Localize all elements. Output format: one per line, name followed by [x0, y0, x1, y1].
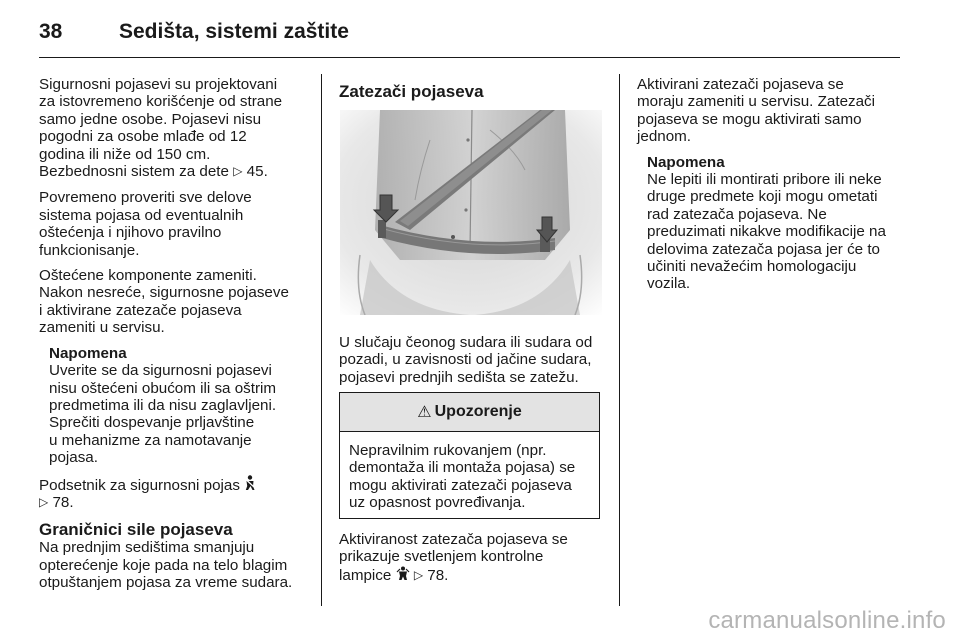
seatbelt-reminder-icon: [244, 475, 256, 494]
indicator-paragraph: Aktiviranost zatezača pojaseva se prikazuje svetlenjem kontrolne lampice ▷ 78.: [339, 531, 568, 584]
pretensioner-warning-lamp-icon: [396, 566, 410, 584]
column-divider-1: [321, 74, 322, 606]
watermark: carmanualsonline.info: [708, 607, 946, 634]
column-2: [339, 78, 611, 102]
note-block-2: Napomena Ne lepiti ili montirati pribore ili neke druge predmete koji mogu ometati rad zatezača pojaseva. Ne preduzimati nikakve modifikacije na delovima zatezača pojasa jer će to učiniti nevažećim homologaciju vozila.: [647, 154, 912, 293]
note-block: Napomena Uverite se da sigurnosni pojasevi nisu oštećeni obućom ili sa oštrim predmetima ili da nisu zaglavljeni. Sprečiti dospevanje prljavštine u mehanizme za namotavanje pojasa.: [49, 345, 314, 467]
warning-triangle-icon: ⚠: [417, 404, 432, 421]
section-heading-limiters: Graničnici sile pojaseva: [39, 520, 233, 540]
section-heading-pretensioners: Zatezači pojaseva: [339, 82, 484, 101]
page-ref-icon: ▷: [413, 567, 424, 582]
column-3: [637, 76, 912, 301]
page-ref-icon: ▷: [233, 164, 243, 179]
page-ref-link[interactable]: 78.: [427, 566, 449, 584]
replacement-paragraph: Oštećene komponente zameniti. Nakon nesreće, sigurnosne pojaseve i aktivirane zatezače pojaseva zameniti u servisu.: [39, 267, 289, 337]
note-heading-2: Napomena: [647, 153, 725, 171]
warning-text: Nepravilnim rukovanjem (npr. demontaža ili montaža pojasa) se mogu aktivirati zatezači pojaseva uz opasnost povređivanja.: [349, 442, 576, 512]
note-heading: Napomena: [49, 344, 127, 362]
header-divider: [39, 57, 900, 58]
warning-title: Upozorenje: [434, 403, 522, 420]
reminder-paragraph: Podsetnik za sigurnosni pojas ▷ 78.: [39, 475, 314, 513]
page-title: Sedišta, sistemi zaštite: [119, 20, 349, 43]
warning-box: [339, 392, 600, 519]
illustration-caption: U slučaju čeonog sudara ili sudara od pozadi, u zavisnosti od jačine sudara, pojasevi prednjih sedišta se zatežu.: [339, 334, 593, 386]
intro-paragraph: Sigurnosni pojasevi su projektovani za istovremeno korišćenje od strane samo jedne osobe. Pojasevi nisu pogodni za osobe mlađe od 12 godina ili niže od 150 cm. Bezbednosni sistem za dete ▷ 45.: [39, 76, 283, 181]
page-ref-link[interactable]: 78.: [52, 493, 74, 511]
page-number: 38: [39, 20, 63, 43]
inspection-paragraph: Povremeno proveriti sve delove sistema pojasa od eventualnih oštećenja i njihovo pravilno funkcionisanje.: [39, 189, 252, 259]
page-ref-icon: ▷: [39, 494, 49, 509]
limiters-paragraph: Na prednjim sedištima smanjuju opterećenje koje pada na telo blagim otpuštanjem pojasa za vreme sudara.: [39, 539, 293, 592]
seatbelt-pretensioner-illustration: [340, 110, 602, 315]
page-ref-link[interactable]: 45.: [246, 163, 268, 181]
replacement-paragraph-2: Aktivirani zatezači pojaseva se moraju zameniti u servisu. Zatezači pojaseva se mogu aktivirati samo jednom.: [637, 76, 876, 146]
column-1: [39, 76, 314, 600]
warning-header: [340, 393, 599, 432]
column-divider-2: [619, 74, 620, 606]
